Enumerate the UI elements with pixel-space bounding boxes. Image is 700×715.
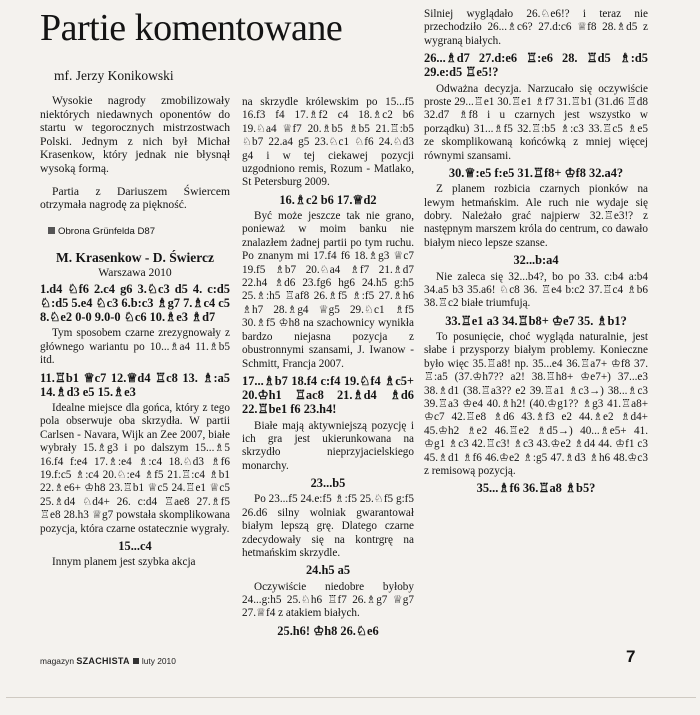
column-right-body	[424, 8, 648, 496]
page-footer	[40, 656, 176, 666]
footer-magazine: magazyn	[40, 656, 74, 666]
move-sequence: 16.♗c2 b6 17.♕d2	[279, 192, 377, 207]
move-sequence: 11.♖b1 ♕c7 12.♕d4 ♖c8 13. ♗:a5 14.♗d3 e5 15.♗e3	[40, 370, 230, 399]
commentary-paragraph: Silniej wyglądało 26.♘e6!? i teraz nie przechodziło 26...♗c6? 27.d:c6 ♕f8 28.♗d5 z wygraną białych.	[424, 8, 648, 47]
move-sequence: 32...b:a4	[513, 253, 559, 268]
commentary-paragraph: To posunięcie, choć wygląda naturalnie, jest słabe i przysporzy białym problemy. Konieczne było więc 35.♖a8! np. 35...e4 36.♖a7+ ♔f8 37. ♖:a5 (37.♔h7?? a2! 38.♖h8+ ♔e7+) 37...e3 38.♗d1 (38.♖a3?? e2 39.♖a1 ♗c3→) 38...♗c3 39.♖a3 ♔e4 40.♗h2! (40.♔g1?? ♗g3 41.♖a8+ ♔c7 42.♖e8 ♗d6 43.♗f3 e2 44.♗e2 ♗d4+ 45.♔h2 ♗e2 46.♖e2 ♗d5→) 40...♗e5+ 41. ♔g1 ♗c3 42.♖c3! ♗c3 43.♔e2 ♗d4 44. ♔f1 c3 45.♗d1 ♗f6 46.♔e2 ♗:g5 47.♗d3 ♗h6 48.♔c3 z remisową pozycją.	[424, 330, 648, 477]
move-sequence: 30.♕:e5 f:e5 31.♖f8+ ♔f8 32.a4?	[448, 166, 624, 181]
opening-label	[48, 226, 230, 238]
footer-brand: SZACHISTA	[76, 656, 130, 666]
footer-issue: luty 2010	[141, 656, 176, 666]
move-sequence: 15...c4	[118, 539, 152, 554]
article-author: mf. Jerzy Konikowski	[54, 68, 174, 83]
commentary-paragraph: Innym planem jest szybka akcja	[52, 556, 196, 569]
commentary-paragraph: Idealne miejsce dla gońca, który z tego pola obserwuje oba skrzydła. W partii Carlsen - Navara, Wijk an Zee 2007, białe wybrały 15.♗g3 i po dalszym 15...♗5 16.f4 f:e4 17.♗:e4 ♗:c4 18.♘d3 ♗f6 19.f:c5 ♗:c4 20.♘:e4 ♗f5 21.♖:c4 ♗b1 22.♗e6+ ♔h8 23.♖b1 ♕c5 24.♖e1 ♕c5 25.♗d4 ♘d4+ 26. c:d4 ♖ae8 27.♗f5 ♖e8 28.h3 ♕g7 powstała skomplikowana pozycja, która czarne ostatecznie wygrały.	[40, 401, 230, 535]
move-sequence: 17...♗b7 18.f4 c:f4 19.♘f4 ♗c5+ 20.♔h1 ♖ac8 21.♗d4 ♗d6 22.♖be1 f6 23.h4!	[242, 373, 414, 417]
intro-paragraph: Wysokie nagrody zmobilizowały niektórych niedawnych oponentów do startu w tegorocznych mistrzostwach Polski. Jednym z nich był Michał Krasenkow, który jednak nie błysnął wysoką formą.	[40, 94, 230, 175]
commentary-paragraph: Z planem rozbicia czarnych pionków na lewym hetmańskim. Ale ruch nie wydaje się dobry. Należało grać najpierw 32.♖e3!? z następnym marszem króla do centrum, co dawało białym nieco lepsze szanse.	[424, 183, 648, 249]
game-players: M. Krasenkow - D. Świercz	[56, 249, 214, 265]
move-sequence: 26...♗d7 27.d:e6 ♖:e6 28. ♖d5 ♗:d5 29.e:d5 ♖e5!?	[424, 51, 648, 80]
commentary-paragraph: na skrzydle królewskim po 15...f5 16.f3 f4 17.♗f2 c4 18.♗c2 b6 19.♘a4 ♕f7 20.♗b5 ♗b5 21.♖:b5 ♘b7 22.a4 g5 23.♘c1 ♘f6 24.♘d3 g4 i w tej ciekawej pozycji uzgodniono remis, Rozum - Matlako, St Petersburg 2009.	[242, 96, 414, 189]
move-sequence: 1.d4 ♘f6 2.c4 g6 3.♘c3 d5 4. c:d5 ♘:d5 5.e4 ♘c3 6.b:c3 ♗g7 7.♗c4 c5 8.♘e2 0-0 9.0-0 ♘c6 10.♗e3 ♗d7	[40, 281, 230, 325]
column-middle-body	[242, 96, 414, 638]
intro-paragraph-award: Partia z Dariuszem Świercem otrzymała nagrodę za piękność.	[40, 184, 230, 212]
column-left-body	[40, 282, 230, 570]
move-sequence: 25.h6! ♔h8 26.♘e6	[277, 623, 379, 638]
commentary-paragraph: Białe mają aktywniejszą pozycję i ich gra jest ukierunkowana na skrzydło nieprzyjacielskiego monarchy.	[242, 419, 414, 472]
move-sequence: 33.♖e1 a3 34.♖b8+ ♔e7 35. ♗b1?	[445, 313, 627, 328]
commentary-paragraph: Nie zaleca się 32...b4?, bo po 33. c:b4 a:b4 34.a5 b3 35.a6! ♘c8 36. ♖e4 b:c2 37.♖c4 ♗b6 38.♖c2 białe triumfują.	[424, 270, 648, 310]
game-event: Warszawa 2010	[98, 265, 172, 279]
opening-square-icon	[48, 227, 55, 234]
move-sequence: 23...b5	[310, 476, 346, 491]
commentary-paragraph: Być może jeszcze tak nie grano, ponieważ w moim banku nie znalazłem żadnej partii po tym ruchu. Po znanym mi 17.f4 f6 18.♗g3 ♕c7 19.f5 ♗b7 20.♘a4 ♗f7 21.♗d7 22.h4 ♗d6 23.fg6 hg6 24.h5 g:h5 25.♗:h5 ♖af8 26.♗f5 ♗:f5 27.♗h6 ♗h7 28.♗g4 ♕g5 29.♘c1 ♗f5 30.♗f5 ♔h8 na szachownicy wynikła bardzo niejasna pozycja z obustronnymi szansami, J. Iwanow - Schmitt, Francja 2007.	[242, 210, 414, 370]
commentary-paragraph: Odważna decyzja. Narzucało się oczywiście proste 29...♖e1 30.♖e1 ♗f7 31.♖b1 (31.d6 ♖d8 32.d7 ♗f8 i u czarnych jest wszystko w porządku) 31...♗f5 32.♖:b5 ♗:c3 33.♖c5 ♗e5 ze skomplikowaną końcówką z mniej więcej równymi szansami.	[424, 82, 648, 162]
column-right	[424, 0, 648, 499]
commentary-paragraph: Tym sposobem czarne zrezygnowały z głównego wariantu po 10...♗a4 11.♗b5 itd.	[40, 327, 230, 367]
article-title: Partie komentowane	[40, 7, 343, 49]
page-number: 7	[626, 647, 636, 666]
footer-square-icon	[133, 658, 139, 664]
bottom-rule	[6, 697, 696, 698]
commentary-paragraph: Po 23...f5 24.e:f5 ♗:f5 25.♘f5 g:f5 26.d6 silny wolniak gwarantował białym lepszą grę. Dlatego czarne zdecydowały się na kontrgrę na hetmańskim skrzydle.	[242, 493, 414, 559]
commentary-paragraph: Oczywiście niedobre byłoby 24...g:h5 25.♘h6 ♖f7 26.♗g7 ♕g7 27.♕f4 z atakiem białych.	[242, 580, 414, 620]
opening-name: Obrona Grünfelda D87	[58, 225, 156, 237]
move-sequence: 35...♗f6 36.♖a8 ♗b5?	[476, 481, 596, 496]
column-middle	[242, 0, 414, 641]
move-sequence: 24.h5 a5	[305, 563, 351, 578]
